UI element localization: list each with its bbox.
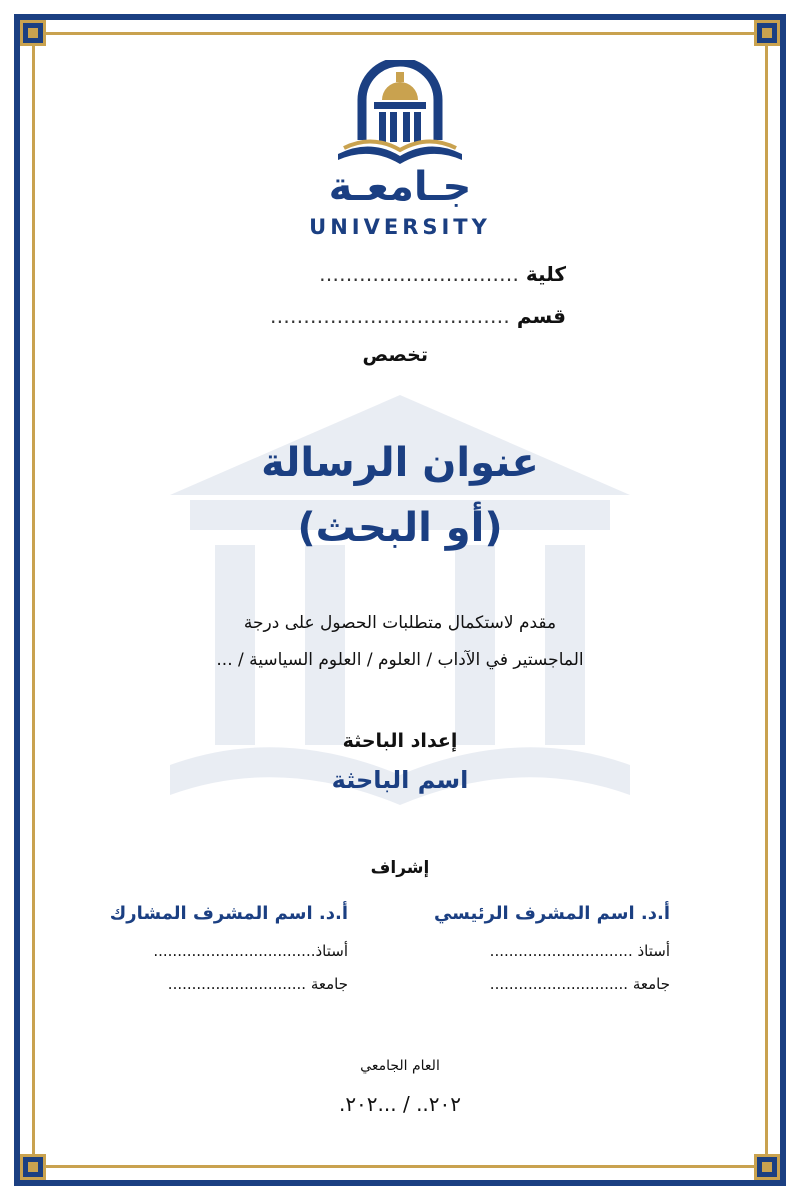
faculty-placeholder: ………………………… <box>318 262 519 286</box>
university-logo-icon <box>330 60 470 170</box>
co-supervisor-professor: أستاذ.................................. <box>153 942 348 960</box>
supervision-label: إشراف <box>370 858 430 878</box>
co-supervisor-university: جامعة ............................. <box>167 975 348 993</box>
department-line <box>270 304 566 328</box>
corner-ornament-bottom-left <box>20 1154 46 1180</box>
main-supervisor-university: جامعة ............................. <box>489 975 670 993</box>
corner-ornament-top-right <box>754 20 780 46</box>
researcher-name: اسم الباحثة <box>331 766 469 794</box>
degree-description-line1: مقدم لاستكمال متطلبات الحصول على درجة <box>243 613 557 633</box>
university-name-english: UNIVERSITY <box>309 215 491 239</box>
corner-ornament-top-left <box>20 20 46 46</box>
degree-description-line2: الماجستير في الآداب / العلوم / العلوم السياسية / ... <box>216 650 584 670</box>
specialization-label: تخصص <box>362 344 428 366</box>
university-name-arabic: جـامعـة <box>328 164 472 210</box>
main-supervisor-name: أ.د. اسم المشرف الرئيسي <box>433 903 670 924</box>
thesis-title: عنوان الرسالة <box>261 440 539 486</box>
academic-year: ٢٠٢.. / ...٢٠٢. <box>338 1092 462 1116</box>
department-label: قسم <box>516 304 566 328</box>
corner-ornament-bottom-right <box>754 1154 780 1180</box>
academic-year-label: العام الجامعي <box>360 1058 440 1074</box>
department-placeholder: ……………………………… <box>269 304 510 328</box>
faculty-label: كلية <box>525 262 566 286</box>
faculty-line <box>319 262 566 286</box>
prepared-by-label: إعداد الباحثة <box>342 730 458 752</box>
main-supervisor-professor: أستاذ .............................. <box>489 942 670 960</box>
co-supervisor-name: أ.د. اسم المشرف المشارك <box>109 903 348 924</box>
thesis-title-alt: (أو البحث) <box>297 505 503 551</box>
